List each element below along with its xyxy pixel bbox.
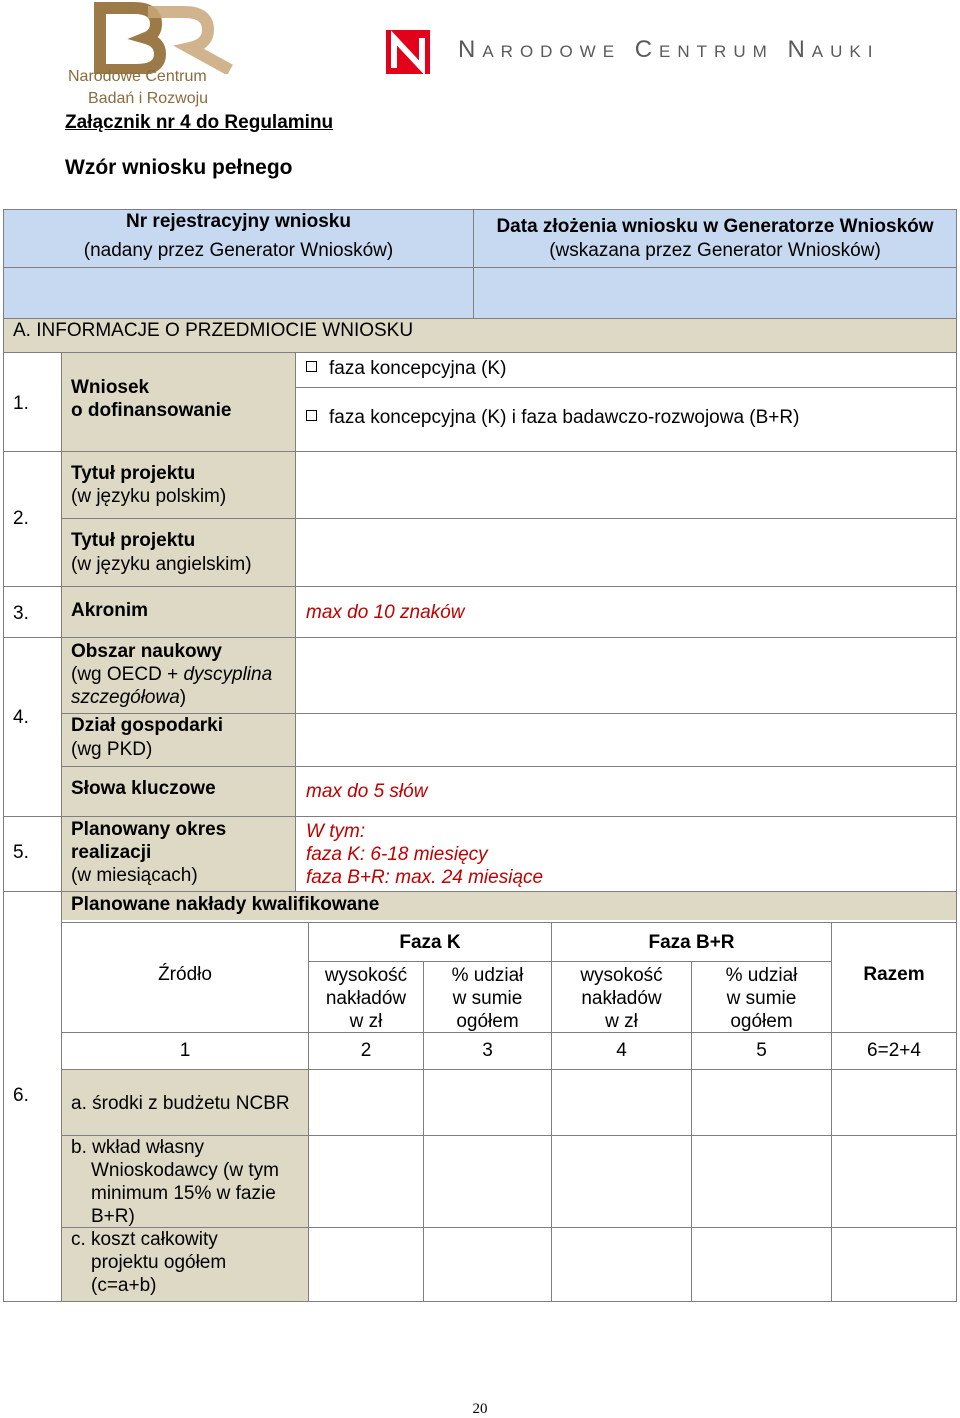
row5-number-cell <box>3 816 62 892</box>
row-a-br-amount[interactable] <box>551 1069 692 1136</box>
section-a-header <box>3 318 957 353</box>
row2-label-pl-cell <box>61 451 296 519</box>
row-a-total[interactable] <box>831 1069 957 1136</box>
economy-sector-label: Dział gospodarki <box>71 715 224 736</box>
economy-sector-sub: (wg PKD) <box>71 739 153 760</box>
option-concept-and-rd-phase[interactable] <box>306 406 799 429</box>
row4-economy-label-cell <box>61 713 296 767</box>
duration-field[interactable] <box>295 816 957 892</box>
title-en-field[interactable] <box>295 518 957 587</box>
economy-sector-field[interactable] <box>295 713 957 767</box>
colnum-cell-6 <box>831 1032 957 1070</box>
row1-option2-cell[interactable] <box>295 387 957 452</box>
row2-number-cell <box>3 451 62 587</box>
registration-number-title: Nr rejestracyjny wniosku <box>126 211 351 232</box>
colnum-3: 3 <box>482 1040 493 1061</box>
row-b-k-share[interactable] <box>423 1135 552 1228</box>
submission-date-header <box>473 209 957 268</box>
row-c-total[interactable] <box>831 1227 957 1302</box>
title-en-sub: (w języku angielskim) <box>71 554 252 575</box>
total-header-cell <box>831 922 957 1033</box>
row4-number-cell <box>3 637 62 817</box>
k-share-l1: % udział <box>451 965 524 986</box>
ncbr-logo-line1: Narodowe Centrum <box>68 68 207 85</box>
science-area-sub1: (wg OECD + dyscyplina <box>71 664 273 685</box>
science-area-sub2: szczegółowa) <box>71 687 187 708</box>
page-number: 20 <box>472 1401 488 1417</box>
row5-label-cell <box>61 816 296 892</box>
checkbox-concept-phase[interactable] <box>306 361 317 372</box>
row-b-label-l4: B+R) <box>91 1206 135 1227</box>
planned-costs-title: Planowane nakłady kwalifikowane <box>71 894 380 915</box>
science-area-field[interactable] <box>295 637 957 714</box>
ncbr-br-icon <box>64 2 260 74</box>
registration-number-sub: (nadany przez Generator Wniosków) <box>83 240 394 261</box>
row3-number-cell <box>3 586 62 638</box>
row6-number-cell <box>3 891 62 1302</box>
row1-number: 1. <box>13 393 29 414</box>
option-concept-phase-label: faza koncepcyjna (K) <box>329 358 507 379</box>
k-amount-l3: w zł <box>349 1011 383 1032</box>
colnum-6: 6=2+4 <box>867 1040 921 1061</box>
ncn-logo-text: Narodowe Centrum Nauki <box>458 36 880 63</box>
row-a-k-share[interactable] <box>423 1069 552 1136</box>
k-amount-l1: wysokość <box>324 965 408 986</box>
row3-label-cell <box>61 586 296 638</box>
form-title: Wzór wniosku pełnego <box>65 156 293 179</box>
registration-number-field[interactable] <box>3 267 474 319</box>
option-concept-phase[interactable] <box>306 357 506 380</box>
br-amount-header-cell <box>551 961 692 1033</box>
duration-hint3: faza B+R: max. 24 miesiące <box>306 867 544 888</box>
registration-number-header <box>3 209 474 268</box>
row-b-br-amount[interactable] <box>551 1135 692 1228</box>
colnum-cell-5 <box>691 1032 832 1070</box>
phase-k-header: Faza K <box>399 932 461 953</box>
row4-science-label-cell <box>61 637 296 714</box>
duration-label-sub: (w miesiącach) <box>71 865 198 886</box>
duration-hint2: faza K: 6-18 miesięcy <box>306 844 488 865</box>
row2-label-en-cell <box>61 518 296 587</box>
science-area-label: Obszar naukowy <box>71 641 222 662</box>
br-amount-l2: nakładów <box>581 988 662 1009</box>
row-a-label: a. środki z budżetu NCBR <box>71 1093 290 1114</box>
phase-k-header-cell <box>308 922 552 962</box>
row4-number: 4. <box>13 707 29 728</box>
row1-label-line1: Wniosek <box>71 377 150 398</box>
k-amount-header-cell <box>308 961 424 1033</box>
row-c-label-l3: (c=a+b) <box>91 1275 157 1296</box>
row5-number: 5. <box>13 842 29 863</box>
row-c-label-cell <box>61 1227 309 1302</box>
row-c-k-share[interactable] <box>423 1227 552 1302</box>
keywords-hint: max do 5 słów <box>306 781 428 802</box>
duration-hint1: W tym: <box>306 821 366 842</box>
title-pl-label: Tytuł projektu <box>71 463 196 484</box>
row3-number: 3. <box>13 603 29 624</box>
ncn-emblem-icon <box>384 28 432 76</box>
phase-br-header: Faza B+R <box>648 932 735 953</box>
row-c-k-amount[interactable] <box>308 1227 424 1302</box>
acronym-field[interactable] <box>295 586 957 638</box>
colnum-cell-1 <box>61 1032 309 1070</box>
row-c-br-share[interactable] <box>691 1227 832 1302</box>
row1-label-cell <box>61 352 296 452</box>
acronym-label: Akronim <box>71 600 149 621</box>
br-share-l2: w sumie <box>726 988 797 1009</box>
br-amount-l1: wysokość <box>580 965 663 986</box>
section-a-title: A. INFORMACJE O PRZEDMIOCIE WNIOSKU <box>13 320 414 341</box>
row-b-k-amount[interactable] <box>308 1135 424 1228</box>
submission-date-title: Data złożenia wniosku w Generatorze Wniosków <box>496 216 934 237</box>
br-share-l3: ogółem <box>730 1011 793 1032</box>
br-share-header-cell <box>691 961 832 1033</box>
checkbox-concept-and-rd-phase[interactable] <box>306 410 317 421</box>
row-b-total[interactable] <box>831 1135 957 1228</box>
k-amount-l2: nakładów <box>325 988 407 1009</box>
acronym-hint: max do 10 znaków <box>306 602 465 623</box>
row-b-label-l2: Wnioskodawcy (w tym <box>91 1160 279 1181</box>
row-b-label-cell <box>61 1135 309 1228</box>
annex-link[interactable]: Załącznik nr 4 do Regulaminu <box>65 112 334 133</box>
colnum-5: 5 <box>756 1040 767 1061</box>
row-a-br-share[interactable] <box>691 1069 832 1136</box>
title-pl-sub: (w języku polskim) <box>71 486 227 507</box>
duration-label-line1: Planowany okres <box>71 819 227 840</box>
row6-title-cell <box>61 891 957 921</box>
k-share-l3: ogółem <box>456 1011 519 1032</box>
colnum-4: 4 <box>616 1040 627 1061</box>
keywords-field[interactable] <box>295 766 957 817</box>
row-b-label-l1: b. wkład własny <box>71 1137 205 1158</box>
row-c-label-l1: c. koszt całkowity <box>71 1229 218 1250</box>
br-amount-l3: w zł <box>605 1011 638 1032</box>
k-share-header-cell <box>423 961 552 1033</box>
k-share-l2: w sumie <box>452 988 523 1009</box>
costs-source-header: Źródło <box>158 964 212 985</box>
title-pl-field[interactable] <box>295 451 957 519</box>
row-a-label-cell <box>61 1069 309 1136</box>
option-concept-and-rd-phase-label: faza koncepcyjna (K) i faza badawczo-rozwojowa (B+R) <box>329 407 800 428</box>
row1-option1-cell[interactable] <box>295 352 957 388</box>
ncn-logo <box>384 28 924 76</box>
submission-date-sub: (wskazana przez Generator Wniosków) <box>549 240 881 261</box>
row-a-k-amount[interactable] <box>308 1069 424 1136</box>
br-share-l1: % udział <box>725 965 798 986</box>
colnum-1: 1 <box>179 1040 191 1061</box>
ncbr-logo <box>64 2 260 110</box>
row-b-br-share[interactable] <box>691 1135 832 1228</box>
row-c-label-l2: projektu ogółem <box>91 1252 227 1273</box>
colnum-cell-2 <box>308 1032 424 1070</box>
total-header: Razem <box>863 964 925 985</box>
colnum-2: 2 <box>360 1040 372 1061</box>
keywords-label: Słowa kluczowe <box>71 778 216 799</box>
row1-label-line2: o dofinansowanie <box>71 400 232 421</box>
phase-br-header-cell <box>551 922 832 962</box>
title-en-label: Tytuł projektu <box>71 530 196 551</box>
colnum-cell-3 <box>423 1032 552 1070</box>
duration-label-line2: realizacji <box>71 842 152 863</box>
row4-keywords-label-cell <box>61 766 296 817</box>
costs-header-source-cell <box>61 922 309 1033</box>
row1-number-cell <box>3 352 62 452</box>
ncbr-logo-line2: Badań i Rozwoju <box>88 90 209 107</box>
submission-date-field[interactable] <box>473 267 957 319</box>
row2-number: 2. <box>13 508 29 529</box>
colnum-cell-4 <box>551 1032 692 1070</box>
row6-number: 6. <box>13 1085 29 1106</box>
row-b-label-l3: minimum 15% w fazie <box>91 1183 276 1204</box>
row-c-br-amount[interactable] <box>551 1227 692 1302</box>
